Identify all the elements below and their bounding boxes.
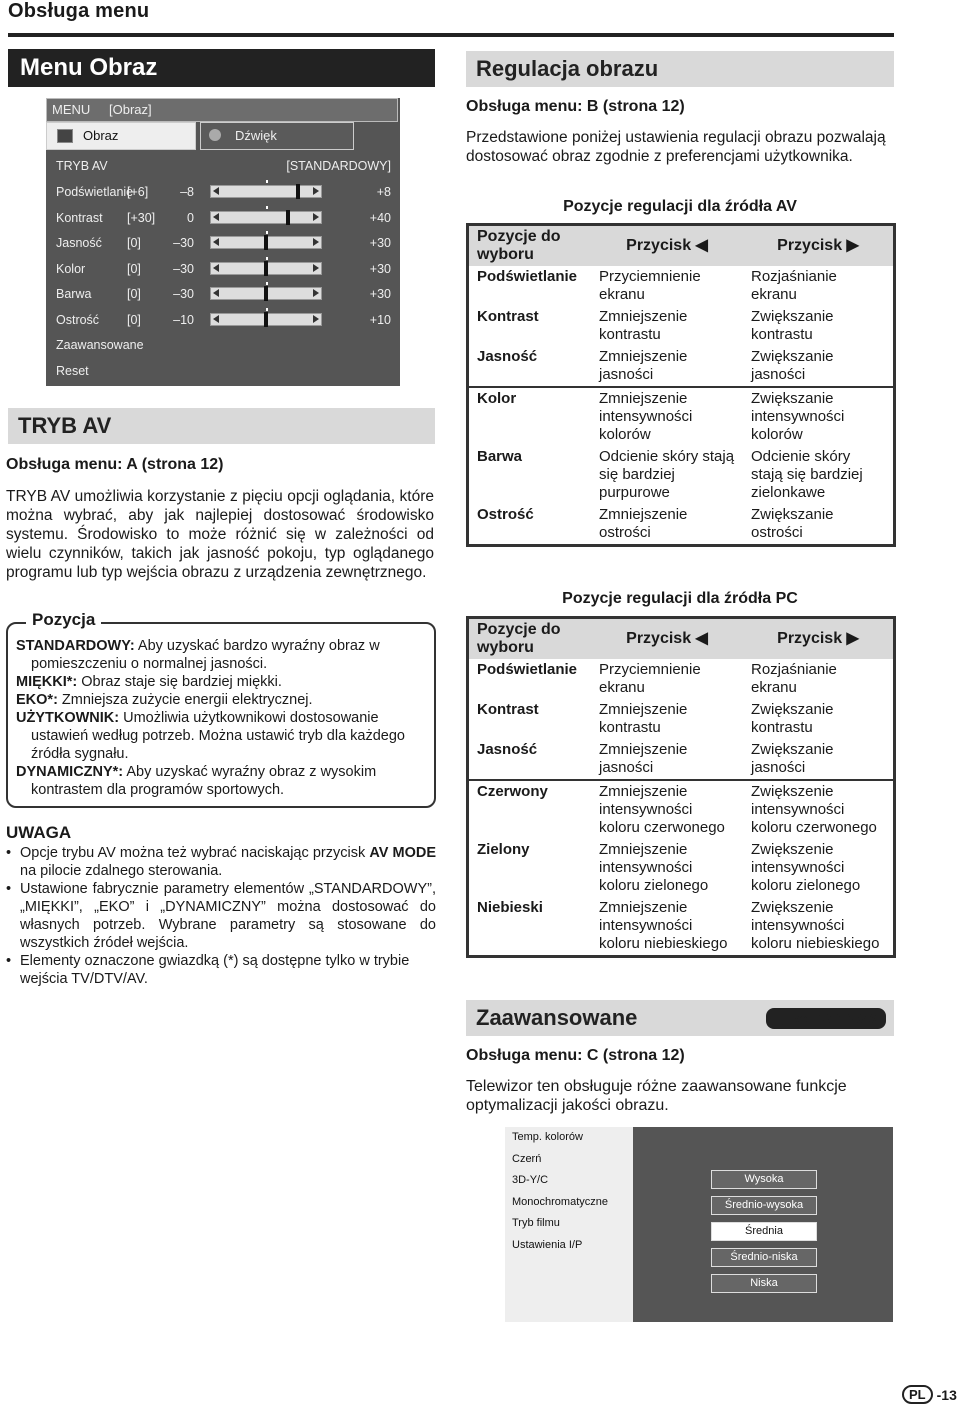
osd-row-min: 0 xyxy=(187,210,194,225)
pozycja-desc: Obraz staje się bardziej miękki. xyxy=(77,674,282,690)
row-item: Barwa xyxy=(477,448,523,465)
slider-center-mark xyxy=(266,282,268,285)
osd-slider[interactable] xyxy=(210,287,322,300)
table-row xyxy=(469,897,893,955)
regulacja-title: Regulacja obrazu xyxy=(476,56,659,81)
note3-text: Elementy oznaczone gwiazdką (*) są dostępne tylko w trybie wejścia TV/DTV/AV. xyxy=(20,953,410,987)
col-header-right: Przycisk ▶ xyxy=(777,630,859,647)
pozycja-term: STANDARDOWY: xyxy=(16,638,135,654)
osd-slider[interactable] xyxy=(210,262,322,275)
arrow-left-icon xyxy=(213,315,219,323)
tryb-av-subtitle: Obsługa menu: A (strona 12) xyxy=(6,456,224,473)
row-right-action: Odcienie skóry stają się bardziej zielonkawe xyxy=(751,448,863,501)
pozycja-label: Pozycja xyxy=(26,610,101,630)
row-left-action: Przyciemnienie ekranu xyxy=(599,661,701,696)
osd-row-bracket: [0] xyxy=(127,236,141,250)
sound-icon xyxy=(209,129,221,141)
row-left-action: Zmniejszenie intensywności koloru niebieskiego xyxy=(599,899,728,952)
tv-only-badge: Tylko TV/DTV/AV xyxy=(766,1008,886,1029)
slider-center-mark xyxy=(266,257,268,260)
advanced-option-button[interactable]: Wysoka xyxy=(711,1170,817,1189)
table-row xyxy=(469,739,893,780)
row-item: Niebieski xyxy=(477,899,543,916)
osd-row-3[interactable] xyxy=(56,262,391,280)
row-item: Kolor xyxy=(477,390,517,407)
row-right-action: Zwiększanie kontrastu xyxy=(751,701,834,736)
table-row xyxy=(469,839,893,897)
osd-row-max: +30 xyxy=(369,287,391,301)
advanced-list-item[interactable]: Ustawienia I/P xyxy=(512,1238,583,1251)
zaawansowane-title: Zaawansowane xyxy=(476,1005,638,1030)
slider-knob[interactable] xyxy=(264,261,268,276)
osd-row-min: –30 xyxy=(173,261,194,276)
arrow-right-icon xyxy=(313,238,319,246)
note-item: • Opcje trybu AV można też wybrać naciskając przycisk AV MODE na pilocie zdalnego sterowania. xyxy=(6,845,436,879)
osd-row-bracket: [+30] xyxy=(127,210,156,225)
slider-knob[interactable] xyxy=(264,235,268,250)
row-right-action: Zwiększenie intensywności koloru czerwonego xyxy=(751,783,877,836)
lang-badge: PL xyxy=(902,1385,933,1404)
osd-row-label: Podświetlanie xyxy=(56,185,134,199)
osd-row-5[interactable] xyxy=(56,313,391,331)
tryb-av-paragraph: TRYB AV umożliwia korzystanie z pięciu opcji oglądania, które można wybrać, aby jak najlepiej dostosować środowisko systemu. Środowisko to może różnić się w zależności od wielu czynników, takich jak jasność pokoju, typ oglądanego programu lub typ wejścia obrazu z urządzenia zewnętrznego. xyxy=(6,488,434,581)
zaawansowane-intro: Telewizor ten obsługuje różne zaawansowane funkcje optymalizacji jakości obrazu. xyxy=(466,1078,847,1114)
pozycja-term: EKO*: xyxy=(16,692,58,708)
osd-picture-menu xyxy=(46,98,400,386)
osd-slider[interactable] xyxy=(210,185,322,198)
col-header-left: Przycisk ◀ xyxy=(626,630,708,647)
pozycja-desc: Umożliwia użytkownikowi dostosowanie xyxy=(119,710,379,726)
regulacja-intro: Przedstawione poniżej ustawienia regulacji obrazu pozwalają dostosować obraz zgodnie z preferencjami użytkownika. xyxy=(466,129,886,165)
osd-row-min: –8 xyxy=(180,185,194,199)
pozycja-desc: Aby uzyskać bardzo wyraźny obraz w xyxy=(134,638,380,654)
note1-text-c: na pilocie zdalnego sterowania. xyxy=(20,863,223,879)
row-right-action: Zwiększenie intensywności koloru niebieskiego xyxy=(751,899,880,952)
header-rule xyxy=(8,33,894,37)
row-left-action: Zmniejszenie kontrastu xyxy=(599,308,688,343)
row-item: Podświetlanie xyxy=(477,268,578,285)
menu-obraz-title-bar xyxy=(8,49,435,87)
pozycja-item xyxy=(16,673,426,691)
row-right-action: Rozjaśnianie ekranu xyxy=(751,268,837,303)
osd-tab-picture-label: Obraz xyxy=(83,128,119,143)
osd-row-reset[interactable] xyxy=(56,364,89,382)
col-header-item: Pozycje do wyboru xyxy=(477,228,561,263)
osd-row-min: –10 xyxy=(173,312,194,327)
tryb-av-title: TRYB AV xyxy=(18,413,112,438)
page-header: Obsługa menu xyxy=(8,0,150,22)
osd-row-4[interactable] xyxy=(56,287,391,305)
osd-row-max: +8 xyxy=(376,185,391,199)
osd-row-label: Ostrość xyxy=(56,312,100,327)
osd-row-max: +30 xyxy=(369,236,391,250)
slider-knob[interactable] xyxy=(264,286,268,301)
row-item: Zielony xyxy=(477,841,530,858)
regulacja-subtitle: Obsługa menu: B (strona 12) xyxy=(466,98,685,115)
arrow-right-icon xyxy=(313,315,319,323)
zaawansowane-subtitle: Obsługa menu: C (strona 12) xyxy=(466,1047,685,1064)
table-row xyxy=(469,504,893,544)
row-left-action: Zmniejszenie kontrastu xyxy=(599,701,688,736)
arrow-left-icon xyxy=(213,289,219,297)
pozycja-desc-cont: ustawień według potrzeb. Można ustawić tryb dla każdego źródła sygnału. xyxy=(31,728,405,762)
advanced-option-button[interactable]: Średnio-niska xyxy=(711,1248,817,1267)
page-number: -13 xyxy=(936,1386,957,1403)
osd-advanced-menu xyxy=(505,1127,893,1322)
arrow-left-icon xyxy=(213,213,219,221)
advanced-option-button[interactable]: Niska xyxy=(711,1274,817,1293)
arrow-left-icon xyxy=(213,238,219,246)
pozycja-desc-cont: pomieszczeniu o normalnej jasności. xyxy=(31,656,268,672)
av-adjust-table xyxy=(466,223,896,547)
note1-text-a: Opcje trybu AV można też wybrać naciskając przycisk xyxy=(20,845,370,861)
osd-row-bracket: [0] xyxy=(127,312,141,327)
osd-row-label: Kontrast xyxy=(56,210,103,225)
pozycja-item xyxy=(16,709,426,763)
osd-slider[interactable] xyxy=(210,313,322,326)
osd-row-bracket: [0] xyxy=(127,261,141,276)
arrow-right-icon xyxy=(313,264,319,272)
pozycja-term: UŻYTKOWNIK: xyxy=(16,710,120,726)
slider-center-mark xyxy=(266,180,268,183)
col-header-item: Pozycje do wyboru xyxy=(477,621,561,656)
osd-mode-value: [STANDARDOWY] xyxy=(286,159,391,173)
osd-row-max: +10 xyxy=(369,312,391,327)
osd-row-0[interactable] xyxy=(56,185,391,203)
arrow-right-icon xyxy=(313,187,319,195)
pozycja-item xyxy=(16,691,426,709)
row-left-action: Odcienie skóry stają się bardziej purpurowe xyxy=(599,448,735,501)
arrow-left-icon xyxy=(213,264,219,272)
advanced-list-item[interactable]: 3D-Y/C xyxy=(512,1174,549,1186)
row-right-action: Zwiększenie intensywności koloru zielonego xyxy=(751,841,861,894)
osd-mode-label: TRYB AV xyxy=(56,159,108,173)
slider-center-mark xyxy=(266,308,268,311)
pc-adjust-table xyxy=(466,616,896,958)
note-item: • Elementy oznaczone gwiazdką (*) są dostępne tylko w trybie wejścia TV/DTV/AV. xyxy=(6,953,410,987)
regulacja-section-bar xyxy=(466,51,894,87)
row-item: Kontrast xyxy=(477,701,539,718)
row-right-action: Zwiększanie intensywności kolorów xyxy=(751,390,845,443)
osd-row-mode[interactable] xyxy=(56,159,391,177)
arrow-left-icon xyxy=(213,187,219,195)
table-header-row xyxy=(469,226,893,266)
slider-knob[interactable] xyxy=(286,210,290,225)
osd-row-label: Barwa xyxy=(56,287,92,301)
pozycja-item xyxy=(16,637,426,673)
table-row xyxy=(469,659,893,699)
advanced-option-button[interactable]: Średnia xyxy=(711,1222,817,1241)
slider-knob[interactable] xyxy=(296,184,300,199)
table-row xyxy=(469,699,893,739)
pozycja-desc: Zmniejsza zużycie energii elektrycznej. xyxy=(57,692,313,708)
table-row xyxy=(469,266,893,306)
advanced-list-item[interactable]: Czerń xyxy=(512,1152,542,1165)
picture-icon xyxy=(57,129,73,143)
note-item: • Ustawione fabrycznie parametry elementów „STANDARDOWY”, „MIĘKKI”, „EKO” i „DYNAMICZNY” można dostosować do własnych potrzeb. Wybrane parametry są stosowane do wszystkich źródeł wejścia. xyxy=(6,881,436,951)
col-header-right: Przycisk ▶ xyxy=(777,237,859,254)
pozycja-term: DYNAMICZNY*: xyxy=(16,764,124,780)
row-item: Kontrast xyxy=(477,308,539,325)
table-row xyxy=(469,346,893,387)
osd-row-max: +30 xyxy=(369,261,391,276)
row-item: Jasność xyxy=(477,348,538,365)
osd-row-1[interactable] xyxy=(56,211,391,229)
osd-row-bracket: [+6] xyxy=(127,185,149,199)
osd-row-min: –30 xyxy=(173,287,194,301)
advanced-list xyxy=(505,1127,633,1322)
menu-obraz-title: Menu Obraz xyxy=(20,54,158,81)
osd-advanced-label: Zaawansowane xyxy=(56,338,144,352)
row-item: Podświetlanie xyxy=(477,661,578,678)
row-left-action: Zmniejszenie intensywności koloru zielonego xyxy=(599,841,709,894)
row-right-action: Zwiększanie jasności xyxy=(751,348,834,383)
table-header-row xyxy=(469,619,893,659)
pozycja-desc: Aby uzyskać wyraźny obraz z wysokim xyxy=(123,764,377,780)
osd-row-advanced[interactable] xyxy=(56,338,144,356)
pc-table-caption: Pozycje regulacji dla źródła PC xyxy=(562,590,798,607)
osd-reset-label: Reset xyxy=(56,364,89,378)
arrow-right-icon xyxy=(313,289,319,297)
osd-menu-label: MENU xyxy=(52,102,91,117)
osd-row-bracket: [0] xyxy=(127,287,141,301)
table-row xyxy=(469,387,893,446)
row-left-action: Przyciemnienie ekranu xyxy=(599,268,701,303)
advanced-option-button[interactable]: Średnio-wysoka xyxy=(711,1196,817,1215)
osd-menubar xyxy=(46,98,398,122)
osd-tab-sound[interactable] xyxy=(200,122,354,150)
pozycja-term: MIĘKKI*: xyxy=(16,674,78,690)
row-left-action: Zmniejszenie intensywności koloru czerwonego xyxy=(599,783,725,836)
pozycja-item xyxy=(16,763,426,799)
osd-tab-sound-label: Dźwięk xyxy=(235,128,277,143)
row-right-action: Zwiększanie kontrastu xyxy=(751,308,834,343)
zaawansowane-section-bar xyxy=(466,1000,894,1036)
table-row xyxy=(469,306,893,346)
osd-menu-crumb: [Obraz] xyxy=(109,102,152,117)
osd-row-label: Jasność xyxy=(56,236,102,250)
osd-slider[interactable] xyxy=(210,236,322,249)
row-right-action: Zwiększanie jasności xyxy=(751,741,834,776)
table-row xyxy=(469,446,893,504)
row-item: Ostrość xyxy=(477,506,534,523)
advanced-list-item[interactable]: Temp. kolorów xyxy=(512,1131,583,1143)
slider-center-mark xyxy=(266,206,268,209)
av-table-caption: Pozycje regulacji dla źródła AV xyxy=(563,198,797,215)
col-header-left: Przycisk ◀ xyxy=(626,237,708,254)
note-list xyxy=(6,844,436,988)
pozycja-desc-cont: kontrastem dla programów sportowych. xyxy=(31,782,285,798)
osd-row-min: –30 xyxy=(173,236,194,250)
row-left-action: Zmniejszenie intensywności kolorów xyxy=(599,390,693,443)
osd-row-2[interactable] xyxy=(56,236,391,254)
tryb-av-section-bar xyxy=(8,408,435,444)
row-left-action: Zmniejszenie jasności xyxy=(599,348,688,383)
note2-text: Ustawione fabrycznie parametry elementów „STANDARDOWY”, „MIĘKKI”, „EKO” i „DYNAMICZNY” można dostosować do własnych potrzeb. Wybrane parametry są stosowane do wszystkich źródeł wejścia. xyxy=(20,881,436,951)
advanced-list-item[interactable]: Tryb filmu xyxy=(512,1217,560,1229)
row-left-action: Zmniejszenie jasności xyxy=(599,741,688,776)
row-item: Jasność xyxy=(477,741,538,758)
slider-knob[interactable] xyxy=(264,312,268,327)
table-row xyxy=(469,780,893,839)
osd-slider[interactable] xyxy=(210,211,322,224)
osd-tab-picture[interactable] xyxy=(46,122,196,150)
row-right-action: Zwiększanie ostrości xyxy=(751,506,834,541)
note-title: UWAGA xyxy=(6,823,72,842)
page-footer xyxy=(902,1385,957,1404)
osd-row-label: Kolor xyxy=(56,261,86,276)
row-right-action: Rozjaśnianie ekranu xyxy=(751,661,837,696)
row-left-action: Zmniejszenie ostrości xyxy=(599,506,688,541)
pozycja-list xyxy=(16,637,426,799)
advanced-list-item[interactable]: Monochromatyczne xyxy=(512,1195,608,1208)
arrow-right-icon xyxy=(313,213,319,221)
row-item: Czerwony xyxy=(477,783,548,800)
osd-row-max: +40 xyxy=(369,210,391,225)
note1-av-mode: AV MODE xyxy=(369,845,436,861)
slider-center-mark xyxy=(266,231,268,234)
